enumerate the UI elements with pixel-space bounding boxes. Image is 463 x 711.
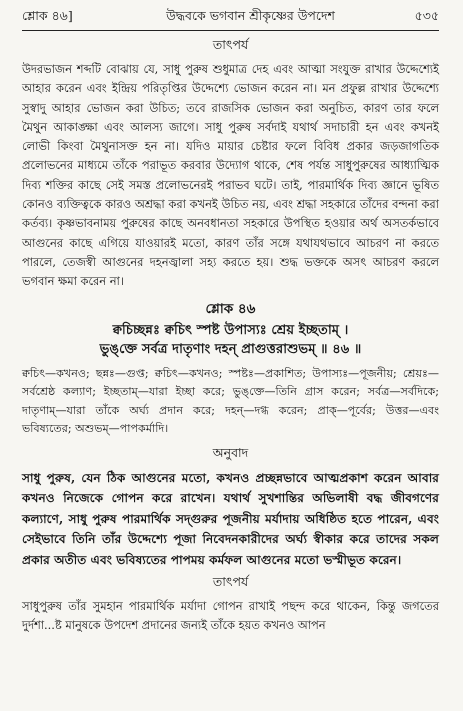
page-number: ৫৩৫ (414, 8, 439, 23)
running-header (22, 8, 439, 28)
purport-heading-2: তাৎপর্য (212, 573, 249, 589)
purport-text-2: সাধুপুরুষ তাঁর সুমহান পারমার্থিক মর্যাদা গোপন রাখাই পছন্দ করে থাকেন, কিন্তু জগতের দুর্দশা...ষ্ট মানুষকে উপদেশ প্রদানের জন্যই তাঁকে হয়ত কখনও আপন (22, 598, 439, 633)
translation-text: সাধু পুরুষ, যেন ঠিক আগুনের মতো, কখনও প্রচ্ছন্নভাবে আত্মপ্রকাশ করেন আবার কখনও নিজেকে গোপন করে রাখেন। যথার্থ সুখশান্তির অভিলাষী বদ্ধ জীবগণের কল্যাণে, সাধু পুরুষ পারমার্থিক সদ্গুরুর পূজনীয় মর্যাদায় অধিষ্ঠিত হতে পারেন, এবং সেইভাবে তিনি তাঁর উদ্দেশ্যে পূজা নিবেদনকারীদের অর্ঘ্য স্বীকার করে তাদের সকল প্রকার অতীত এবং ভবিষ্যতের পাপময় কর্মফল আগুনের মতো ভস্মীভূত করেন। (22, 470, 439, 567)
purport-text: উদরভাজন শব্দটি বোঝায় যে, সাধু পুরুষ শুধুমাত্র দেহ এবং আত্মা সংযুক্ত রাখার উদ্দেশ্যেই আহার করেন এবং ইন্দ্রিয় পরিতৃপ্তির উদ্দেশ্যে ভোজন করেন না। মন প্রফুল্ল রাখার উদ্দেশ্যে সুস্বাদু আহার ভোজন করা উচিত; তবে রাজসিক ভোজন করা অনুচিত, কারণ তার ফলে মৈথুন আকাঙ্ক্ষা এবং আলস্য জাগে। সাধু পুরুষ সর্বদাই যথার্থ সদাচারী হন এবং কখনই লোভী কিংবা মৈথুনাসক্ত হন না। যদিও মায়ার চেষ্টার ফলে বিবিধ প্রকার জড়জাগতিক প্রলোভনের মাধ্যমে তাঁকে পরাভূত করবার উদ্যোগ থাকে, শেষ পর্যন্ত সাধুপুরুষের আধ্যাত্মিক দিব্য শক্তির কাছে সেই সমস্ত প্রলোভনেরই পরাভব ঘটে। তাই, পারমার্থিক দিব্য জ্ঞানে ভূষিত কোনও ব্যক্তিত্বকে কারও অশ্রদ্ধা করা কখনই উচিত নয়, এবং শ্রদ্ধা সহকারে তাঁদের বন্দনা করা কর্তব্য। কৃষ্ণভাবনাময় পুরুষের কাছে অনবধানতা সহকারে উপস্থিত হওয়ার অর্থ অসতর্কভাবে আগুনের কাছে এগিয়ে যাওয়ারই মতো, কারণ তাঁর সঙ্গে যথাযথভাবে আচরণ না করতে পারলে, তেজস্বী আগুনের দহনজ্বালা সহ্য করতে হয়। শুদ্ধ ভক্তকে অসৎ আচরণ করলে ভগবান ক্ষমা করেন না। (22, 62, 439, 289)
purport-heading: তাৎপর্য (212, 37, 249, 52)
verse-title: শ্লোক ৪৬ (205, 300, 256, 317)
translation-heading: অনুবাদ (212, 444, 249, 460)
verse-line-1: ক্বচিচ্ছন্নঃ ক্বচিৎ স্পষ্ট উপাস্যঃ শ্রেয় ইচ্ছতাম্ । (112, 322, 349, 338)
synonyms-text: ক্বচিৎ—কখনও; ছন্নঃ—গুপ্ত; ক্বচিৎ—কখনও; স্পষ্টঃ—প্রকাশিত; উপাস্যঃ—পূজনীয়; শ্রেয়ঃ—সর্বশ্রেষ্ঠ কল্যাণ; ইচ্ছতাম্—যারা ইচ্ছা করে; ভুঙ্‌ক্তে—তিনি গ্রাস করেন; সর্বত্র—সর্বদিকে; দাতৃণাম্—যারা তাঁকে অর্ঘ্য প্রদান করে; দহন্—দগ্ধ করেন; প্রাক্—পূর্বের; উত্তর—এবং ভবিষ্যতের; অশুভম্—পাপকর্মাদি। (22, 366, 439, 436)
header-verse-ref: শ্লোক ৪৬] (22, 8, 73, 23)
header-rule (22, 30, 439, 31)
header-chapter-title: উদ্ধবকে ভগবান শ্রীকৃষ্ণের উপদেশ (166, 8, 335, 23)
verse-line-2: ভুঙ্‌ক্তে সর্বত্র দাতৃণাং দহন্ প্রাগুত্তরাশুভম্ ॥ ৪৬ ॥ (99, 341, 362, 357)
